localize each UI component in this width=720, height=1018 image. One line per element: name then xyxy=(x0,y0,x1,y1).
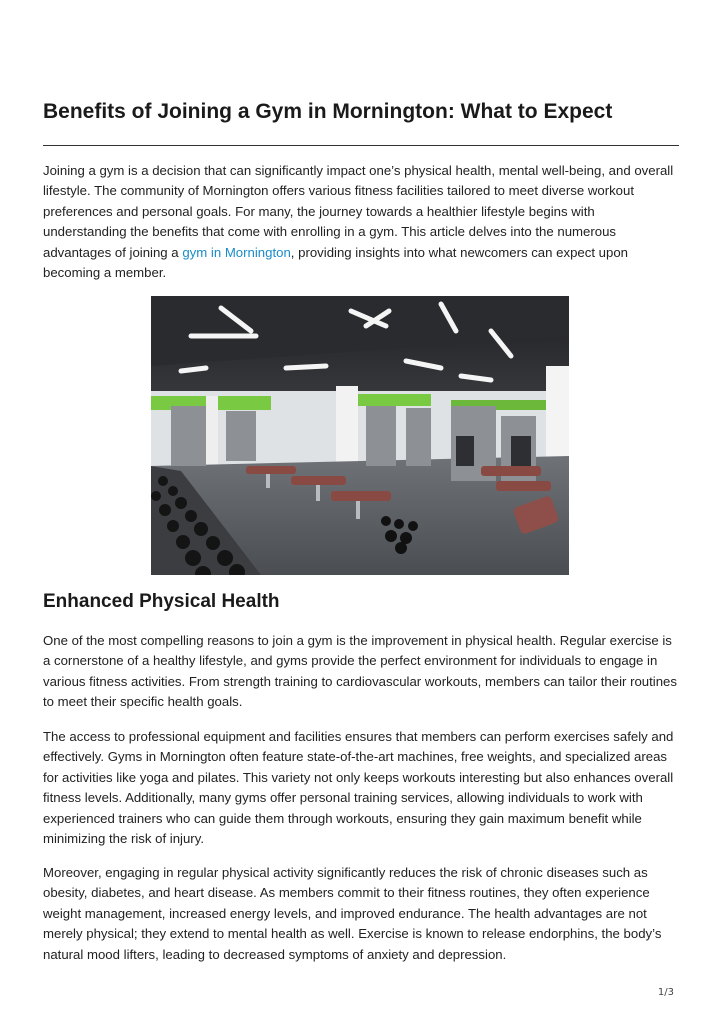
intro-text-end: , providing insights into what newcomers can expect upon becoming a member. xyxy=(43,244,628,281)
section-heading: Enhanced Physical Health xyxy=(43,591,280,612)
title-divider xyxy=(43,145,679,146)
page-number: 1/3 xyxy=(657,987,674,998)
body-paragraph xyxy=(43,863,679,965)
body-paragraph xyxy=(43,727,679,849)
body-paragraph xyxy=(43,631,679,713)
article-title: Benefits of Joining a Gym in Mornington: What to Expect xyxy=(43,100,613,123)
paragraph-text: The access to professional equipment and facilities ensures that members can perform exercises safely and effectively. Gyms in Mornington often feature state-of-the-art machines, free weights, and specialized areas for activities like yoga and pilates. This variety not only keeps workouts interesting but also enhances overall fitness levels. Additionally, many gyms offer personal training services, allowing individuals to work with experienced trainers who can guide them through workouts, ensuring they gain maximum benefit while minimizing the risk of injury. xyxy=(43,729,674,847)
paragraph-text: Moreover, engaging in regular physical activity significantly reduces the risk of chronic diseases such as obesity, diabetes, and heart disease. As members commit to their fitness routines, they often experience weight management, increased energy levels, and improved endurance. The health advantages are not merely physical; they extend to mental health as well. Exercise is known to release endorphins, the body’s natural mood lifters, leading to decreased symptoms of anxiety and depression. xyxy=(43,865,662,962)
gym-interior-image xyxy=(151,296,569,575)
gym-in-mornington-link[interactable]: gym in Mornington xyxy=(182,244,291,260)
intro-paragraph xyxy=(43,161,679,283)
paragraph-text: One of the most compelling reasons to join a gym is the improvement in physical health. Regular exercise is a cornerstone of a healthy lifestyle, and gyms provide the perfect environment for individuals to engage in various fitness activities. From strength training to cardiovascular workouts, members can tailor their routines to meet their specific health goals. xyxy=(43,633,677,710)
intro-text-start: Joining a gym is a decision that can significantly impact one’s physical health, mental well-being, and overall lifestyle. The community of Mornington offers various fitness facilities tailored to meet diverse workout preferences and personal goals. For many, the journey towards a healthier lifestyle begins with understanding the benefits that come with enrolling in a gym. This article delves into the numerous advantages of joining a xyxy=(43,163,674,260)
